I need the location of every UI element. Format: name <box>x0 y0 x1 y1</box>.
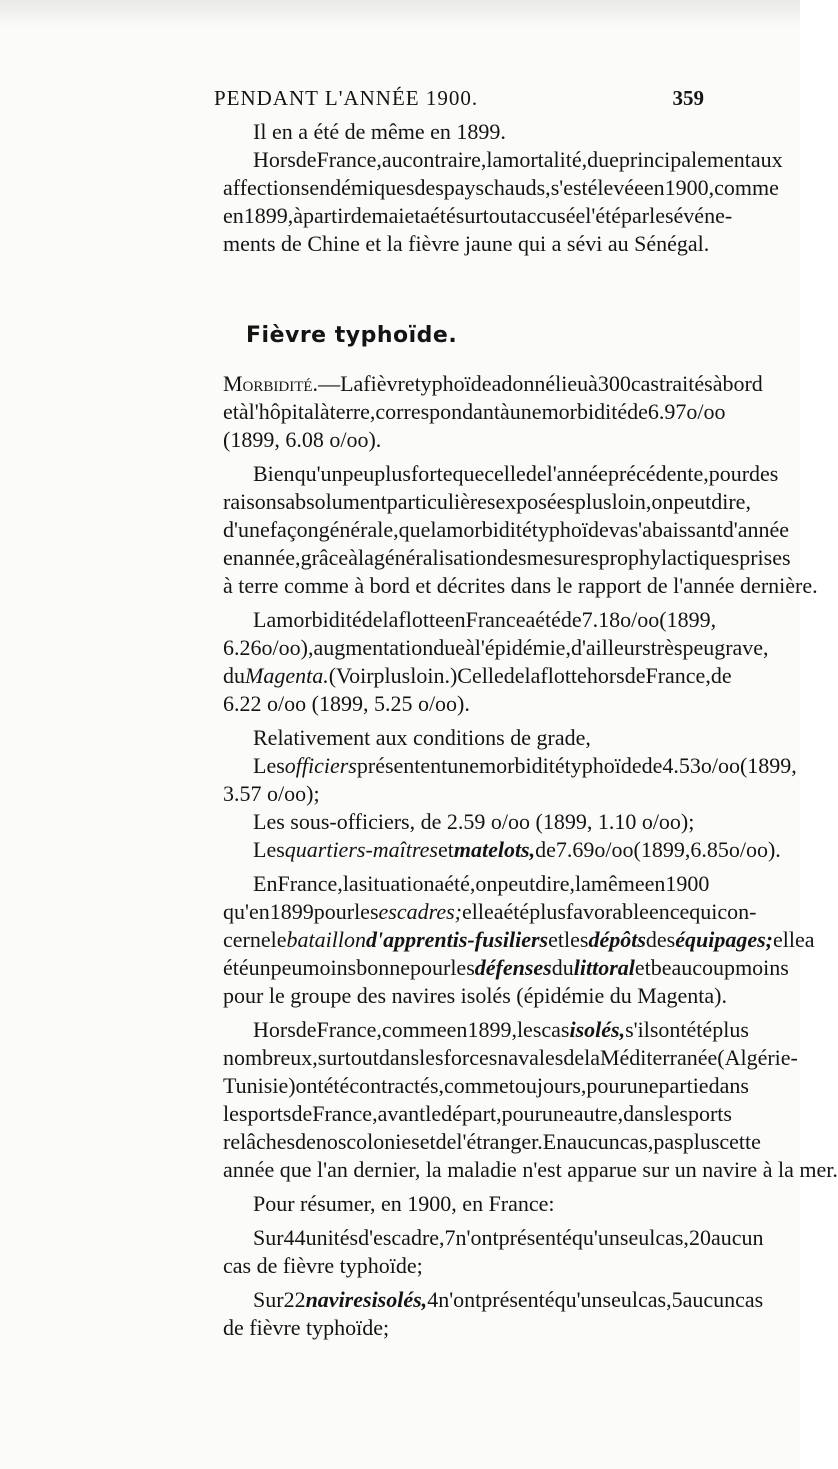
text-line: relâches de nos colonies et de l'étranger. En aucun cas, pas plus cette <box>223 1129 761 1154</box>
text-line: Les sous-officiers, de 2.59 o/oo (1899, 1.10 o/oo); <box>253 809 695 834</box>
text-line: Il en a été de même en 1899. <box>253 119 506 144</box>
text-line: en année, grâce à la généralisation des mesures prophylactiques prises <box>223 545 791 570</box>
text-line: du Magenta. (Voir plus loin.) Celle de la flotte hors de France, de <box>223 663 732 688</box>
text-line: qu'en 1899 pour les escadres; elle a été plus favorable en ce qui con- <box>223 899 757 924</box>
text-line: Hors de France, comme en 1899, les cas isolés, s'ils ont été plus <box>253 1017 749 1042</box>
text-line: 6.26 o/oo), augmentation due à l'épidémie, d'ailleurs très peu grave, <box>223 635 769 660</box>
text-line: Relativement aux conditions de grade, <box>253 725 591 750</box>
running-title: PENDANT L'ANNÉE 1900. <box>214 86 479 110</box>
text-line: cerne le bataillon d'apprentis-fusiliers et les dépôts des équipages; elle a <box>223 927 815 952</box>
text-line: année que l'an dernier, la maladie n'est apparue sur un navire à la mer. <box>223 1157 838 1182</box>
text-line: Sur 44 unités d'escadre, 7 n'ont présenté qu'un seul cas, 20 aucun <box>253 1225 764 1250</box>
page-number: 359 <box>672 86 704 110</box>
text-line: cas de fièvre typhoïde; <box>223 1253 423 1278</box>
text-line: Les quartiers-maîtres et matelots, de 7.69 o/oo (1899, 6.85 o/oo). <box>253 837 781 862</box>
text-line: La morbidité de la flotte en France a été de 7.18 o/oo (1899, <box>253 607 717 632</box>
text-line: raisons absolument particulières exposées plus loin, on peut dire, <box>223 489 751 514</box>
text-line: (1899, 6.08 o/oo). <box>223 427 382 452</box>
text-line: nombreux, surtout dans les forces navales de la Méditerranée (Algérie- <box>223 1045 798 1070</box>
text-line: Les officiers présentent une morbidité typhoïde de 4.53 o/oo (1899, <box>253 753 797 778</box>
text-line: été un peu moins bonne pour les défenses du littoral et beaucoup moins <box>223 955 789 980</box>
text-line: En France, la situation a été, on peut dire, la même en 1900 <box>253 871 710 896</box>
text-line: Morbidité. — La fièvre typhoïde a donné lieu à 300 cas traités à bord <box>223 371 763 396</box>
scan-top-edge <box>0 0 800 28</box>
text-line: Hors de France, au contraire, la mortalité, due principalement aux <box>253 147 783 172</box>
text-line: les ports de France, avant le départ, pour une autre, dans les ports <box>223 1101 732 1126</box>
text-line: pour le groupe des navires isolés (épidémie du Magenta). <box>223 983 728 1008</box>
text-line: 3.57 o/oo); <box>223 781 320 806</box>
page-header <box>214 86 704 116</box>
text-line: ments de Chine et la fièvre jaune qui a sévi au Sénégal. <box>223 231 710 256</box>
section-heading: Fièvre typhoïde. <box>246 323 458 348</box>
text-line: en 1899, à partir de mai et a été surtout accusée l'été par les événe- <box>223 203 733 228</box>
text-line: Sur 22 navires isolés, 4 n'ont présenté qu'un seul cas, 5 aucun cas <box>253 1287 764 1312</box>
text-line: à terre comme à bord et décrites dans le rapport de l'année dernière. <box>223 573 818 598</box>
text-line: 6.22 o/oo (1899, 5.25 o/oo). <box>223 691 470 716</box>
text-line: d'une façon générale, que la morbidité typhoïde va s'abaissant d'année <box>223 517 789 542</box>
text-line: Bien qu'un peu plus forte que celle de l'année précédente, pour des <box>253 461 779 486</box>
text-line: affections endémiques des pays chauds, s'est élevée en 1900, comme <box>223 175 779 200</box>
text-line: Pour résumer, en 1900, en France: <box>253 1191 555 1216</box>
text-line: et à l'hôpital à terre, correspondant à une morbidité de 6.97 o/oo <box>223 399 726 424</box>
text-line: Tunisie) ont été contractés, comme toujours, pour une partie dans <box>223 1073 749 1098</box>
text-line: de fièvre typhoïde; <box>223 1315 390 1340</box>
